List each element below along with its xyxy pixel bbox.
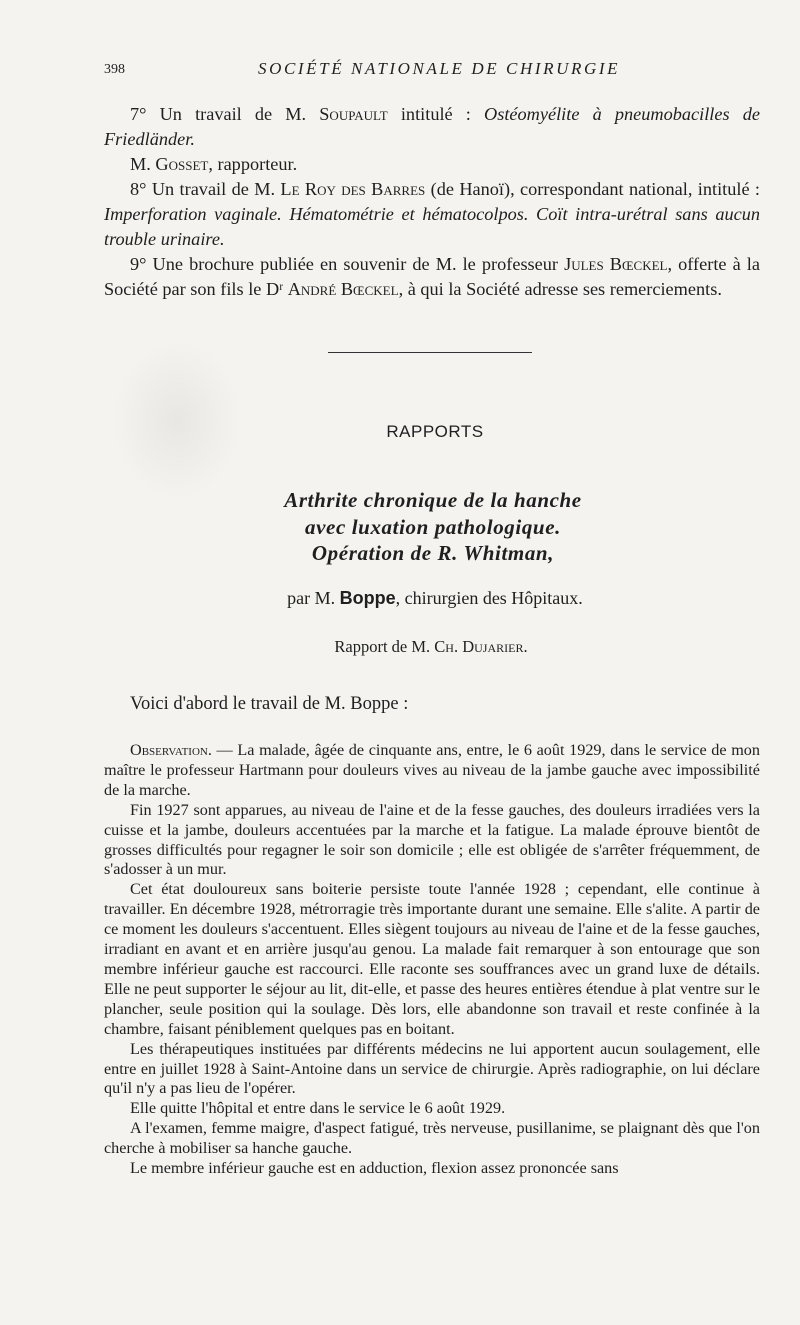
item-9 [104,252,760,302]
text: 9° Une brochure publiée en souvenir de M. le professeur [130,254,565,274]
observation-paragraph: A l'examen, femme maigre, d'aspect fatigué, très nerveuse, pusillanime, se plaignant dès que l'on cherche à mobiliser sa hanche gauche. [104,1119,760,1158]
text: par M. [287,588,340,608]
author-name: Boppe [339,588,396,608]
text: M. [130,154,156,174]
observation-text [104,741,760,1179]
observation-paragraph [104,741,760,801]
text: , à qui la Société adresse ses remerciements. [398,279,722,299]
observation-label: Observation [130,741,208,759]
correspondence-list [104,102,760,302]
author-name: Gosset [155,154,209,174]
text: , rapporteur. [208,154,298,174]
text: . — La malade, âgée de cinquante ans, entre, le 6 août 1929, dans le service de mon maître le professeur Hartmann pour douleurs vives au niveau de la jambe gauche avec impossibilité de la marche. [104,741,760,799]
title-line: Arthrite chronique de la hanche [284,488,582,512]
section-divider [328,352,532,353]
text: intitulé : [387,104,485,124]
observation-paragraph: Le membre inférieur gauche est en adduction, flexion assez prononcée sans [130,1159,619,1178]
observation-paragraph: Fin 1927 sont apparues, au niveau de l'aine et de la fesse gauches, des douleurs irradiées vers la cuisse et la jambe, douleurs accentuées par la marche et la fatigue. La malade éprouve bientôt de grosses difficultés pour regagner le soir son domicile ; elle est obligée de s'arrêter fréquemment, de s'adosser à un mur. [104,800,760,879]
text: , offerte à la Société par son fils le Dʳ [104,254,760,299]
intro-line: Voici d'abord le travail de M. Boppe : [130,694,409,714]
running-title: SOCIÉTÉ NATIONALE DE CHIRURGIE [258,59,621,78]
author-name: Ch. Dujarier [434,637,524,656]
work-title: Imperforation vaginale. Hématométrie et hématocolpos. Coït intra-urétral sans aucun trouble urinaire. [104,204,760,249]
text: (de Hanoï), correspondant national, intitulé : [425,179,761,199]
observation-paragraph: Elle quitte l'hôpital et entre dans le service le 6 août 1929. [130,1099,506,1118]
item-8 [104,177,760,252]
article-title [0,487,800,567]
title-line: Opération de R. Whitman, [311,541,555,565]
text: 7° Un travail de M. [130,104,320,124]
rapporteur-line [104,152,760,177]
work-title: Ostéomyélite à pneumobacilles de Friedländer. [104,104,760,149]
text: Rapport de M. [334,637,435,656]
author-name: Le Roy des Barres [280,179,426,199]
rapport-line [0,637,800,657]
paper-stain [112,340,242,500]
observation-paragraph: Les thérapeutiques instituées par différents médecins ne lui apportent aucun soulagement, elle entre en juillet 1928 à Saint-Antoine dans un service de chirurgie. Après radiographie, on lui déclare qu'il n'y a pas lieu de l'opérer. [104,1039,760,1098]
article-author [0,588,800,609]
author-name: Jules Bœckel [564,254,668,274]
text: . [523,637,528,656]
author-name: Soupault [319,104,388,124]
text: 8° Un travail de M. [130,179,281,199]
title-line: avec luxation pathologique. [305,514,561,539]
section-heading: RAPPORTS [386,422,484,441]
item-7 [104,102,760,152]
author-name: André Bœckel [287,279,399,299]
text: , chirurgien des Hôpitaux. [395,588,583,608]
observation-paragraph: Cet état douloureux sans boiterie persiste toute l'année 1928 ; cependant, elle continue à travailler. En décembre 1928, métrorragie très importante durant une semaine. Elle s'alite. A partir de ce moment les douleurs s'accentuent. Elles siègent toujours au niveau de l'aine et de la fesse gauches, irradiant en avant et en arrière jusqu'au genou. La malade fait remarquer à son entourage que son membre inférieur gauche est raccourci. Elle raconte ses souffrances avec un grand luxe de détails. Elle ne peut supporter le séjour au lit, dit-elle, et passe des heures entières étendue à plat ventre sur le plancher, seule position qui la soulage. Dès lors, elle abandonne son travail et reste confinée à la chambre, faisant péniblement quelques pas en boitant. [104,880,760,1038]
page-number: 398 [104,62,125,77]
